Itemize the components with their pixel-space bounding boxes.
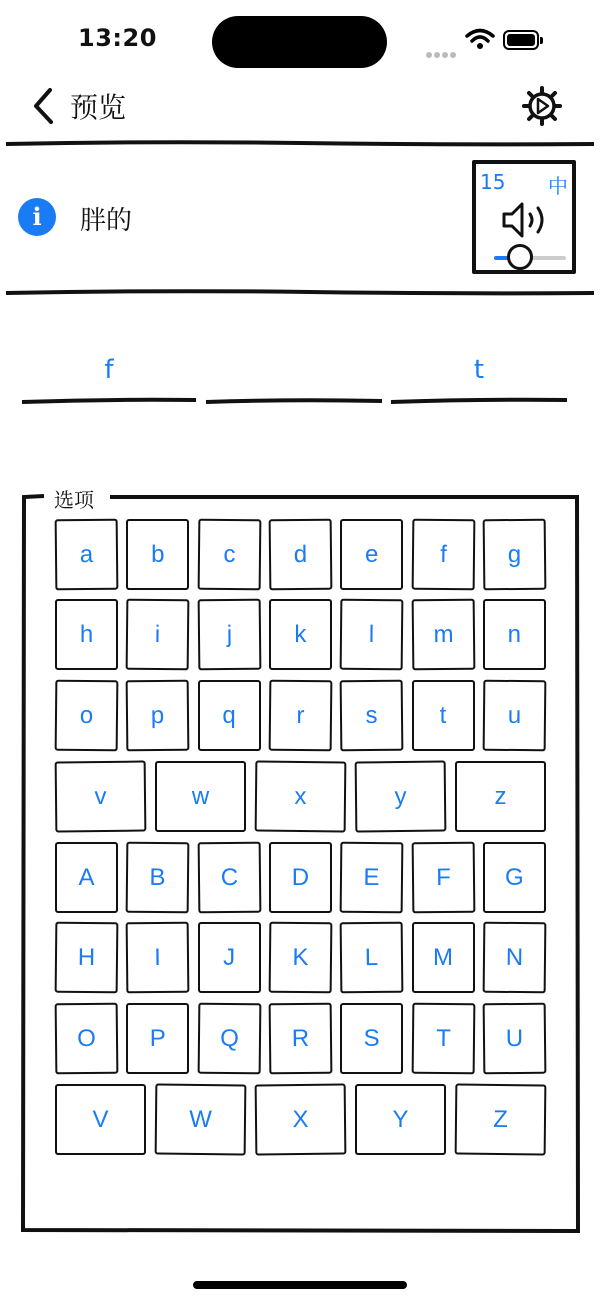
option-key[interactable]: P bbox=[126, 1003, 189, 1074]
option-key[interactable]: s bbox=[340, 680, 404, 752]
option-key[interactable]: V bbox=[55, 1084, 146, 1155]
option-key[interactable]: g bbox=[482, 519, 546, 591]
option-key[interactable]: S bbox=[340, 1003, 403, 1074]
option-key[interactable]: m bbox=[411, 599, 475, 671]
option-key[interactable]: v bbox=[55, 761, 147, 833]
option-key[interactable]: W bbox=[155, 1084, 247, 1156]
option-key[interactable]: I bbox=[126, 922, 190, 994]
option-key[interactable]: E bbox=[340, 842, 404, 914]
option-key[interactable]: t bbox=[412, 680, 475, 751]
option-key[interactable]: U bbox=[482, 1003, 546, 1075]
option-key[interactable]: C bbox=[197, 842, 261, 914]
answer-slot-3[interactable]: t bbox=[473, 355, 485, 385]
option-key[interactable]: e bbox=[340, 519, 403, 590]
option-key[interactable]: H bbox=[55, 922, 119, 994]
option-key[interactable]: u bbox=[482, 680, 546, 752]
option-key[interactable]: G bbox=[483, 842, 546, 913]
option-key[interactable]: J bbox=[198, 922, 261, 993]
option-key[interactable]: R bbox=[269, 1003, 333, 1075]
option-key[interactable]: a bbox=[55, 519, 119, 591]
option-key[interactable]: Z bbox=[455, 1084, 547, 1156]
option-key[interactable]: T bbox=[411, 1003, 475, 1075]
page-title: 预览 bbox=[70, 91, 127, 124]
option-key[interactable]: Q bbox=[197, 1003, 261, 1075]
option-key[interactable]: k bbox=[269, 599, 332, 670]
option-key[interactable]: O bbox=[55, 1003, 119, 1075]
option-key[interactable]: o bbox=[55, 680, 119, 752]
option-key[interactable]: c bbox=[197, 519, 261, 591]
audio-control[interactable] bbox=[472, 160, 576, 274]
option-key[interactable]: r bbox=[269, 680, 333, 752]
audio-speed-value: 15 bbox=[480, 170, 506, 194]
answer-slot-1[interactable]: f bbox=[104, 355, 114, 385]
audio-level-value: 中 bbox=[548, 174, 568, 198]
options-label: 选项 bbox=[50, 484, 98, 513]
option-key[interactable]: f bbox=[411, 519, 475, 591]
answer-slot-2[interactable] bbox=[205, 355, 383, 395]
option-key[interactable]: d bbox=[269, 519, 333, 591]
option-key[interactable]: h bbox=[55, 599, 118, 670]
option-key[interactable]: Y bbox=[355, 1084, 446, 1155]
option-key[interactable]: X bbox=[255, 1084, 347, 1156]
option-key[interactable]: w bbox=[155, 761, 246, 832]
info-icon[interactable]: i bbox=[18, 198, 56, 236]
wifi-icon bbox=[465, 28, 495, 50]
option-key[interactable]: l bbox=[340, 599, 404, 671]
word-prompt: 胖的 bbox=[80, 206, 133, 236]
volume-slider-knob[interactable] bbox=[507, 244, 533, 270]
home-indicator[interactable] bbox=[193, 1281, 407, 1289]
gear-icon[interactable] bbox=[522, 86, 562, 126]
option-key[interactable]: y bbox=[355, 761, 447, 833]
cellular-signal-icon bbox=[426, 43, 462, 49]
option-key[interactable]: A bbox=[55, 842, 118, 913]
option-key[interactable]: j bbox=[197, 599, 261, 671]
option-key[interactable]: L bbox=[340, 922, 404, 994]
option-key[interactable]: q bbox=[198, 680, 261, 751]
option-key[interactable]: N bbox=[482, 922, 546, 994]
option-key[interactable]: z bbox=[455, 761, 546, 832]
option-key[interactable]: n bbox=[483, 599, 546, 670]
option-key[interactable]: b bbox=[126, 519, 189, 590]
battery-icon bbox=[503, 30, 539, 50]
speaker-icon[interactable] bbox=[500, 200, 556, 240]
option-key[interactable]: p bbox=[126, 680, 190, 752]
dynamic-island bbox=[212, 16, 387, 68]
option-key[interactable]: F bbox=[411, 842, 475, 914]
option-key[interactable]: M bbox=[412, 922, 475, 993]
option-key[interactable]: D bbox=[269, 842, 332, 913]
status-time: 13:20 bbox=[78, 24, 157, 52]
option-key[interactable]: i bbox=[126, 599, 190, 671]
option-key[interactable]: x bbox=[255, 761, 347, 833]
option-key[interactable]: B bbox=[126, 842, 190, 914]
option-key[interactable]: K bbox=[269, 922, 333, 994]
back-chevron-icon[interactable] bbox=[30, 86, 56, 126]
